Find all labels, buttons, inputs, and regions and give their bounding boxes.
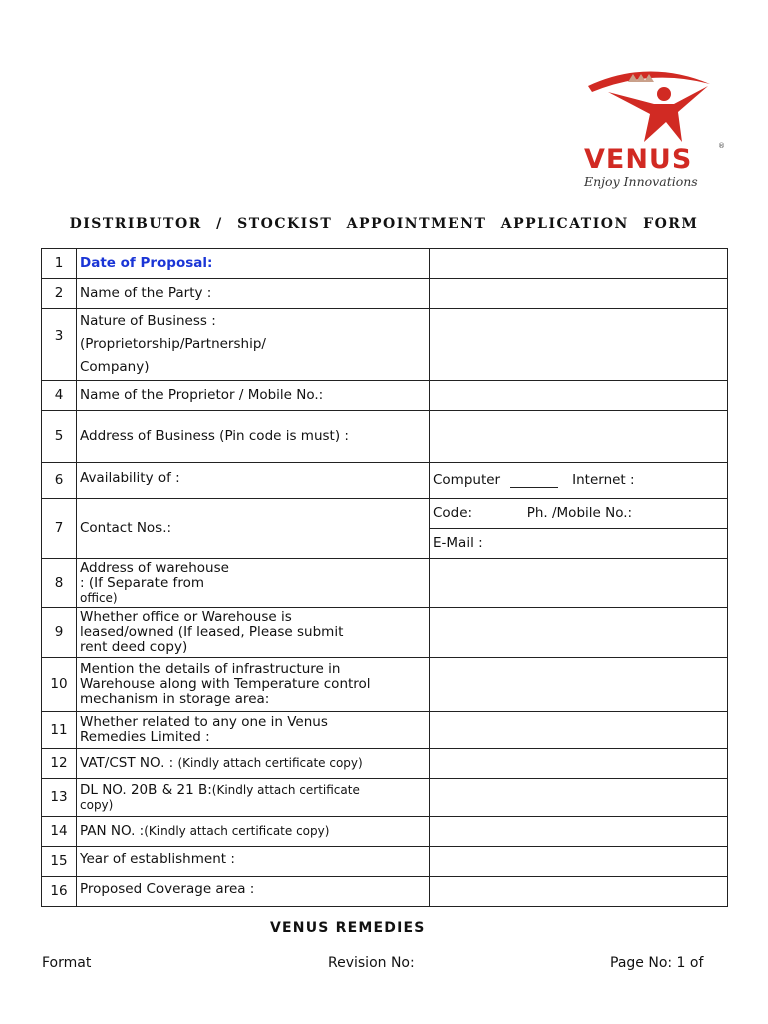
date-of-proposal-field[interactable] bbox=[430, 249, 728, 279]
nature-of-business-label bbox=[77, 309, 430, 381]
row-number: 6 bbox=[42, 463, 77, 499]
computer-label: Computer bbox=[433, 472, 501, 488]
proprietor-field[interactable] bbox=[430, 381, 728, 411]
label-main: PAN NO. : bbox=[80, 823, 145, 839]
row-number: 16 bbox=[42, 877, 77, 907]
row-number: 13 bbox=[42, 779, 77, 817]
establishment-label: Year of establishment : bbox=[77, 847, 430, 877]
infrastructure-field[interactable] bbox=[430, 658, 728, 712]
row-number: 14 bbox=[42, 817, 77, 847]
label-note: (Kindly attach certificate copy) bbox=[144, 824, 330, 838]
footer-revision-label: Revision No: bbox=[328, 955, 415, 971]
form-row-12 bbox=[42, 749, 728, 779]
form-row-7 bbox=[42, 499, 728, 529]
label-line: : (If Separate from bbox=[80, 574, 204, 591]
warehouse-address-label bbox=[77, 559, 430, 608]
form-row-10 bbox=[42, 658, 728, 712]
registered-mark: ® bbox=[718, 142, 725, 150]
internet-colon: : bbox=[630, 472, 635, 488]
form-row-6 bbox=[42, 463, 728, 499]
availability-field bbox=[430, 463, 728, 499]
label-line: office) bbox=[80, 590, 118, 605]
application-form-table bbox=[41, 248, 728, 907]
form-row-15 bbox=[42, 847, 728, 877]
nature-of-business-field[interactable] bbox=[430, 309, 728, 381]
email-field[interactable] bbox=[430, 529, 728, 559]
footer-company: VENUS REMEDIES bbox=[270, 920, 426, 936]
contact-label: Contact Nos.: bbox=[77, 499, 430, 559]
label-line: Remedies Limited : bbox=[80, 729, 210, 745]
code-label: Code: bbox=[433, 505, 473, 521]
form-row-9 bbox=[42, 608, 728, 658]
row-number: 9 bbox=[42, 608, 77, 658]
label-line: Company) bbox=[80, 359, 150, 375]
venus-figure-icon bbox=[578, 64, 734, 144]
party-name-field[interactable] bbox=[430, 279, 728, 309]
logo-brand-text: VENUS bbox=[584, 144, 693, 175]
coverage-area-label: Proposed Coverage area : bbox=[77, 877, 430, 907]
row-number: 10 bbox=[42, 658, 77, 712]
label-note: (Kindly attach certificate bbox=[211, 782, 360, 797]
party-name-label: Name of the Party : bbox=[77, 279, 430, 309]
dl-no-field[interactable] bbox=[430, 779, 728, 817]
coverage-area-field[interactable] bbox=[430, 877, 728, 907]
computer-blank[interactable] bbox=[510, 476, 558, 488]
dl-no-label bbox=[77, 779, 430, 817]
label-line: Nature of Business : bbox=[80, 313, 216, 329]
label-line: Whether office or Warehouse is bbox=[80, 609, 292, 625]
footer-format-label: Format bbox=[42, 955, 92, 971]
row-number: 8 bbox=[42, 559, 77, 608]
row-number: 1 bbox=[42, 249, 77, 279]
row-number: 7 bbox=[42, 499, 77, 559]
row-number: 5 bbox=[42, 411, 77, 463]
related-field[interactable] bbox=[430, 712, 728, 749]
business-address-field[interactable] bbox=[430, 411, 728, 463]
form-row-14 bbox=[42, 817, 728, 847]
form-row-4 bbox=[42, 381, 728, 411]
row-number: 2 bbox=[42, 279, 77, 309]
row-number: 11 bbox=[42, 712, 77, 749]
form-title: DISTRIBUTOR / STOCKIST APPOINTMENT APPLICATION FORM bbox=[69, 216, 699, 232]
label-line: Whether related to any one in Venus bbox=[80, 714, 328, 730]
phone-label: Ph. /Mobile No.: bbox=[526, 505, 633, 521]
footer-page-label: Page No: 1 of bbox=[610, 955, 704, 971]
leased-owned-label bbox=[77, 608, 430, 658]
logo-tagline: Enjoy Innovations bbox=[584, 174, 698, 189]
contact-phone-field[interactable] bbox=[430, 499, 728, 529]
pan-label bbox=[77, 817, 430, 847]
vat-cst-label bbox=[77, 749, 430, 779]
label-line: (Proprietorship/Partnership/ bbox=[80, 336, 266, 352]
venus-logo bbox=[578, 64, 734, 192]
business-address-label: Address of Business (Pin code is must) : bbox=[77, 411, 430, 463]
leased-owned-field[interactable] bbox=[430, 608, 728, 658]
label-line: Mention the details of infrastructure in bbox=[80, 661, 341, 677]
infrastructure-label bbox=[77, 658, 430, 712]
vat-cst-field[interactable] bbox=[430, 749, 728, 779]
label-line: Warehouse along with Temperature control bbox=[80, 676, 371, 692]
internet-label: Internet bbox=[572, 472, 626, 488]
form-row-3 bbox=[42, 309, 728, 381]
row-number: 12 bbox=[42, 749, 77, 779]
form-row-16 bbox=[42, 877, 728, 907]
row-number: 4 bbox=[42, 381, 77, 411]
establishment-field[interactable] bbox=[430, 847, 728, 877]
label-line: leased/owned (If leased, Please submit bbox=[80, 624, 344, 640]
warehouse-address-field[interactable] bbox=[430, 559, 728, 608]
form-row-5 bbox=[42, 411, 728, 463]
label-note: copy) bbox=[80, 797, 114, 812]
related-label bbox=[77, 712, 430, 749]
row-number: 3 bbox=[42, 309, 77, 381]
date-of-proposal-label: Date of Proposal: bbox=[77, 249, 430, 279]
pan-field[interactable] bbox=[430, 817, 728, 847]
label-line: rent deed copy) bbox=[80, 639, 188, 655]
form-row-1 bbox=[42, 249, 728, 279]
label-main: DL NO. 20B & 21 B: bbox=[80, 781, 212, 798]
form-row-8 bbox=[42, 559, 728, 608]
form-row-11 bbox=[42, 712, 728, 749]
row-number: 15 bbox=[42, 847, 77, 877]
label-main: VAT/CST NO. : bbox=[80, 755, 174, 771]
form-row-2 bbox=[42, 279, 728, 309]
label-note: (Kindly attach certificate copy) bbox=[177, 756, 363, 770]
label-line: mechanism in storage area: bbox=[80, 691, 270, 707]
availability-label: Availability of : bbox=[77, 463, 430, 499]
email-label: E-Mail : bbox=[433, 535, 483, 551]
label-line: Address of warehouse bbox=[80, 559, 229, 576]
form-row-13 bbox=[42, 779, 728, 817]
proprietor-label: Name of the Proprietor / Mobile No.: bbox=[77, 381, 430, 411]
